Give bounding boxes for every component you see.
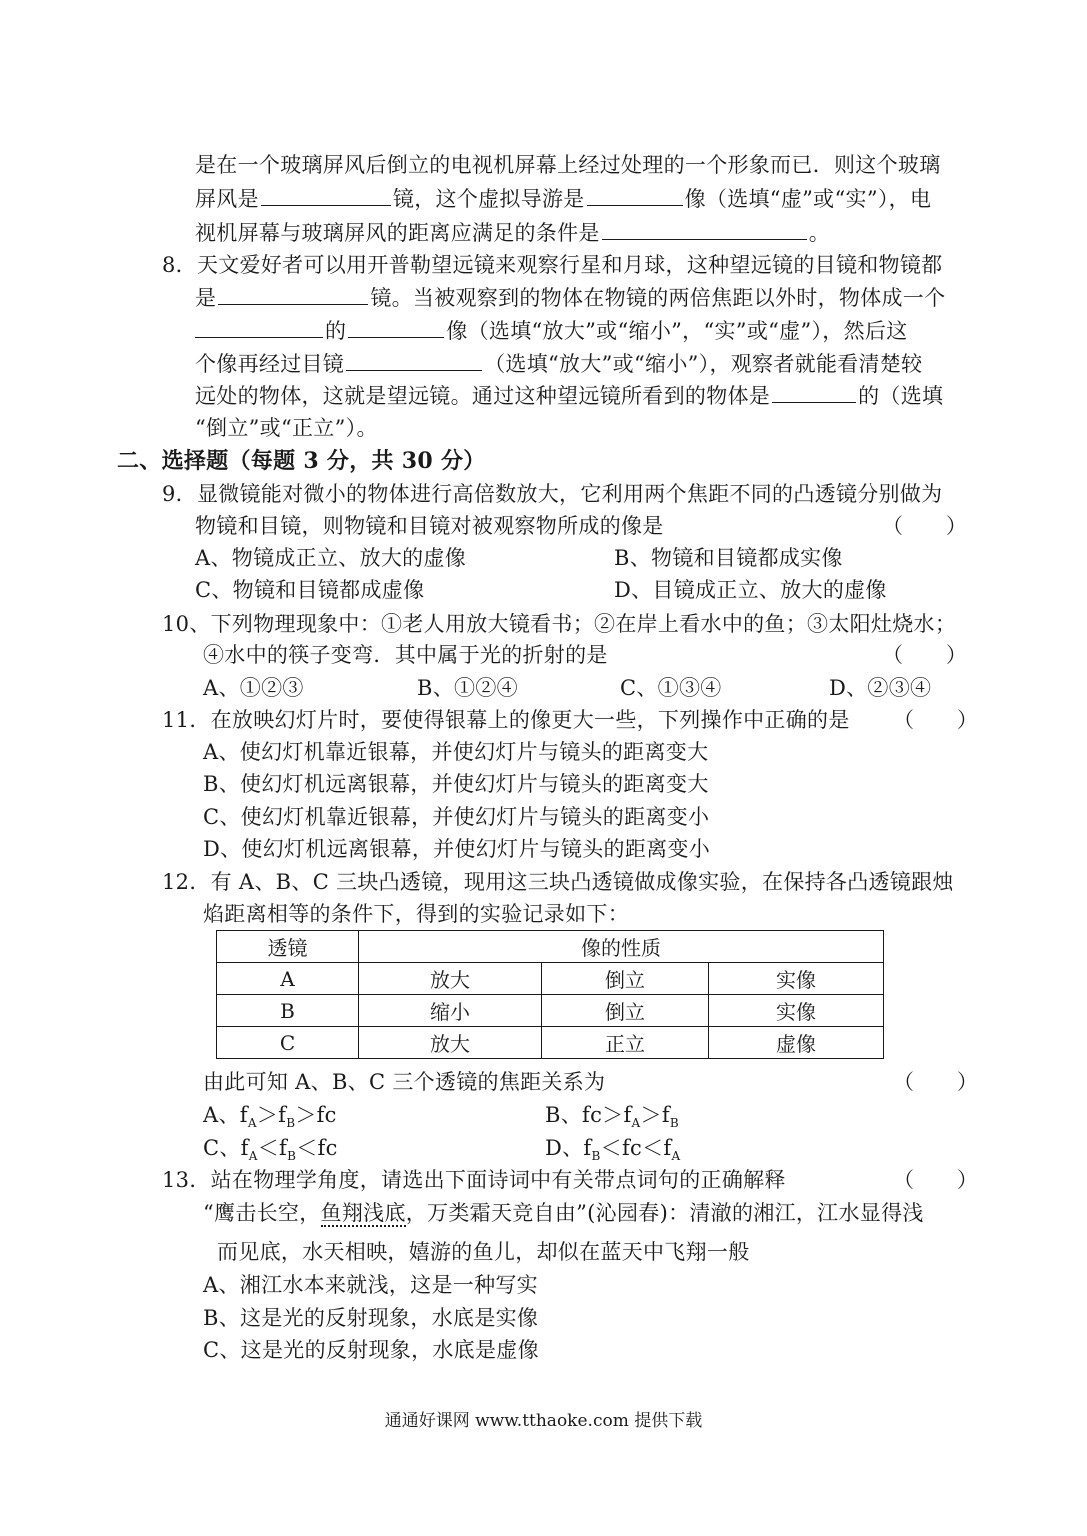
q7-text: 。 <box>808 221 831 245</box>
poem-text: “鹰击长空， <box>203 1201 321 1225</box>
q8-line1: 8．天文爱好者可以用开普勒望远镜来观察行星和月球，这种望远镜的目镜和物镜都 <box>162 253 943 277</box>
answer-blank[interactable] <box>195 317 323 338</box>
section-heading: 二、选择题（每题 3 分，共 30 分） <box>117 448 486 474</box>
experiment-table <box>216 930 884 1059</box>
option-a[interactable]: A、①②③ <box>203 676 304 700</box>
answer-paren[interactable]: （ ） <box>882 643 968 667</box>
option-d[interactable]: D、使幻灯机远离银幕，并使幻灯片与镜头的距离变小 <box>203 837 711 861</box>
answer-blank[interactable] <box>772 382 856 403</box>
option-a[interactable]: A、物镜成正立、放大的虚像 <box>195 546 467 570</box>
q7-text: 视机屏幕与玻璃屏风的距离应满足的条件是 <box>195 221 600 245</box>
table-cell: 实像 <box>709 963 884 995</box>
option-a[interactable]: A、使幻灯机靠近银幕，并使幻灯片与镜头的距离变大 <box>203 740 709 764</box>
answer-blank[interactable] <box>346 350 482 371</box>
table-row <box>217 1027 884 1059</box>
option-b[interactable]: B、使幻灯机远离银幕，并使幻灯片与镜头的距离变大 <box>203 772 709 796</box>
q7-text: 像（选填“虚”或“实”），电 <box>684 187 932 211</box>
q7-line1: 是在一个玻璃屏风后倒立的电视机屏幕上经过处理的一个形象而已．则这个玻璃 <box>195 153 941 177</box>
q8-line2 <box>195 283 945 313</box>
table-cell: 倒立 <box>542 963 709 995</box>
table-cell: 放大 <box>359 963 542 995</box>
q8-line5 <box>195 381 943 411</box>
option-d[interactable]: D、$f_B<fc<f_A$ <box>545 1136 681 1164</box>
table-cell: 实像 <box>709 995 884 1027</box>
option-c[interactable]: C、$f_A<f_B<fc$ <box>203 1136 338 1164</box>
q8-line4 <box>195 349 922 379</box>
option-a[interactable]: A、$f_A>f_B>fc$ <box>203 1103 337 1131</box>
q8-text: 是 <box>195 286 217 310</box>
q13-poem-line <box>203 1198 924 1228</box>
answer-paren[interactable]: （ ） <box>893 1168 979 1192</box>
table-cell: A <box>217 963 359 995</box>
table-cell: 正立 <box>542 1027 709 1059</box>
table-cell: 缩小 <box>359 995 542 1027</box>
table-cell: B <box>217 995 359 1027</box>
option-b[interactable]: B、物镜和目镜都成实像 <box>614 546 843 570</box>
q8-text: （选填“放大”或“缩小”），观察者就能看清楚较 <box>484 352 923 376</box>
q9-line2: 物镜和目镜，则物镜和目镜对被观察物所成的像是 <box>195 514 664 538</box>
option-d[interactable]: D、目镜成正立、放大的虚像 <box>614 578 887 602</box>
table-row <box>217 963 884 995</box>
table-cell: C <box>217 1027 359 1059</box>
table-header: 像的性质 <box>359 931 884 963</box>
answer-blank[interactable] <box>218 284 368 305</box>
q8-text: 镜。当被观察到的物体在物镜的两倍焦距以外时，物体成一个 <box>370 286 946 310</box>
table-cell: 虚像 <box>709 1027 884 1059</box>
q12-line2: 焰距离相等的条件下，得到的实验记录如下： <box>203 902 629 926</box>
q7-text: 镜，这个虚拟导游是 <box>392 187 585 211</box>
q8-text: 远处的物体，这就是望远镜。通过这种望远镜所看到的物体是 <box>195 384 771 408</box>
answer-blank[interactable] <box>261 185 391 206</box>
q10-line2: ④水中的筷子变弯．其中属于光的折射的是 <box>203 643 608 667</box>
q7-line2 <box>195 184 931 214</box>
q7-text: 屏风是 <box>195 187 259 211</box>
q8-text: 像（选填“放大”或“缩小”，“实”或“虚”），然后这 <box>446 319 908 343</box>
q9-line1: 9．显微镜能对微小的物体进行高倍数放大，它利用两个焦距不同的凸透镜分别做为 <box>162 482 943 506</box>
table-header: 透镜 <box>217 931 359 963</box>
option-c[interactable]: C、物镜和目镜都成虚像 <box>195 578 425 602</box>
page-footer: 通通好课网 www.tthaoke.com 提供下载 <box>384 1411 703 1431</box>
q11-line1: 11．在放映幻灯片时，要使得银幕上的像更大一些，下列操作中正确的是 <box>162 708 850 732</box>
answer-paren[interactable]: （ ） <box>893 708 979 732</box>
option-d[interactable]: D、②③④ <box>829 676 932 700</box>
answer-blank[interactable] <box>602 219 807 240</box>
q12-line1: 12．有 A、B、C 三块凸透镜，现用这三块凸透镜做成像实验，在保持各凸透镜跟烛 <box>162 870 954 894</box>
table-cell: 放大 <box>359 1027 542 1059</box>
q8-text: 的（选填 <box>858 384 944 408</box>
q13-line1: 13．站在物理学角度，请选出下面诗词中有关带点词句的正确解释 <box>162 1168 786 1192</box>
option-a[interactable]: A、湘江水本来就浅，这是一种写实 <box>203 1273 538 1297</box>
q8-line3 <box>195 316 908 346</box>
answer-paren[interactable]: （ ） <box>893 1070 979 1094</box>
dotted-phrase: 鱼翔浅底 <box>320 1201 406 1225</box>
option-b[interactable]: B、①②④ <box>417 676 518 700</box>
q12-after: 由此可知 A、B、C 三个透镜的焦距关系为 <box>203 1070 606 1094</box>
table-cell: 倒立 <box>542 995 709 1027</box>
table-header-row <box>217 931 884 963</box>
q10-line1: 10、下列物理现象中：①老人用放大镜看书；②在岸上看水中的鱼；③太阳灶烧水； <box>162 612 957 636</box>
option-c[interactable]: C、使幻灯机靠近银幕，并使幻灯片与镜头的距离变小 <box>203 805 710 829</box>
option-c[interactable]: C、①③④ <box>620 676 722 700</box>
answer-blank[interactable] <box>587 185 683 206</box>
poem-text: ，万类霜天竞自由”(沁园春)：清澈的湘江，江水显得浅 <box>405 1201 924 1225</box>
q8-line6: “倒立”或“正立”）。 <box>195 416 378 440</box>
q8-text: 的 <box>325 319 347 343</box>
option-c[interactable]: C、这是光的反射现象，水底是虚像 <box>203 1338 539 1362</box>
option-b[interactable]: B、这是光的反射现象，水底是实像 <box>203 1306 539 1330</box>
answer-blank[interactable] <box>348 317 444 338</box>
option-b[interactable]: B、$fc>f_A>f_B$ <box>545 1103 680 1131</box>
table-row <box>217 995 884 1027</box>
q7-line3 <box>195 218 830 248</box>
q8-text: 个像再经过目镜 <box>195 352 345 376</box>
q13-line3: 而见底，水天相映，嬉游的鱼儿，却似在蓝天中飞翔一般 <box>217 1240 750 1264</box>
answer-paren[interactable]: （ ） <box>882 514 968 538</box>
